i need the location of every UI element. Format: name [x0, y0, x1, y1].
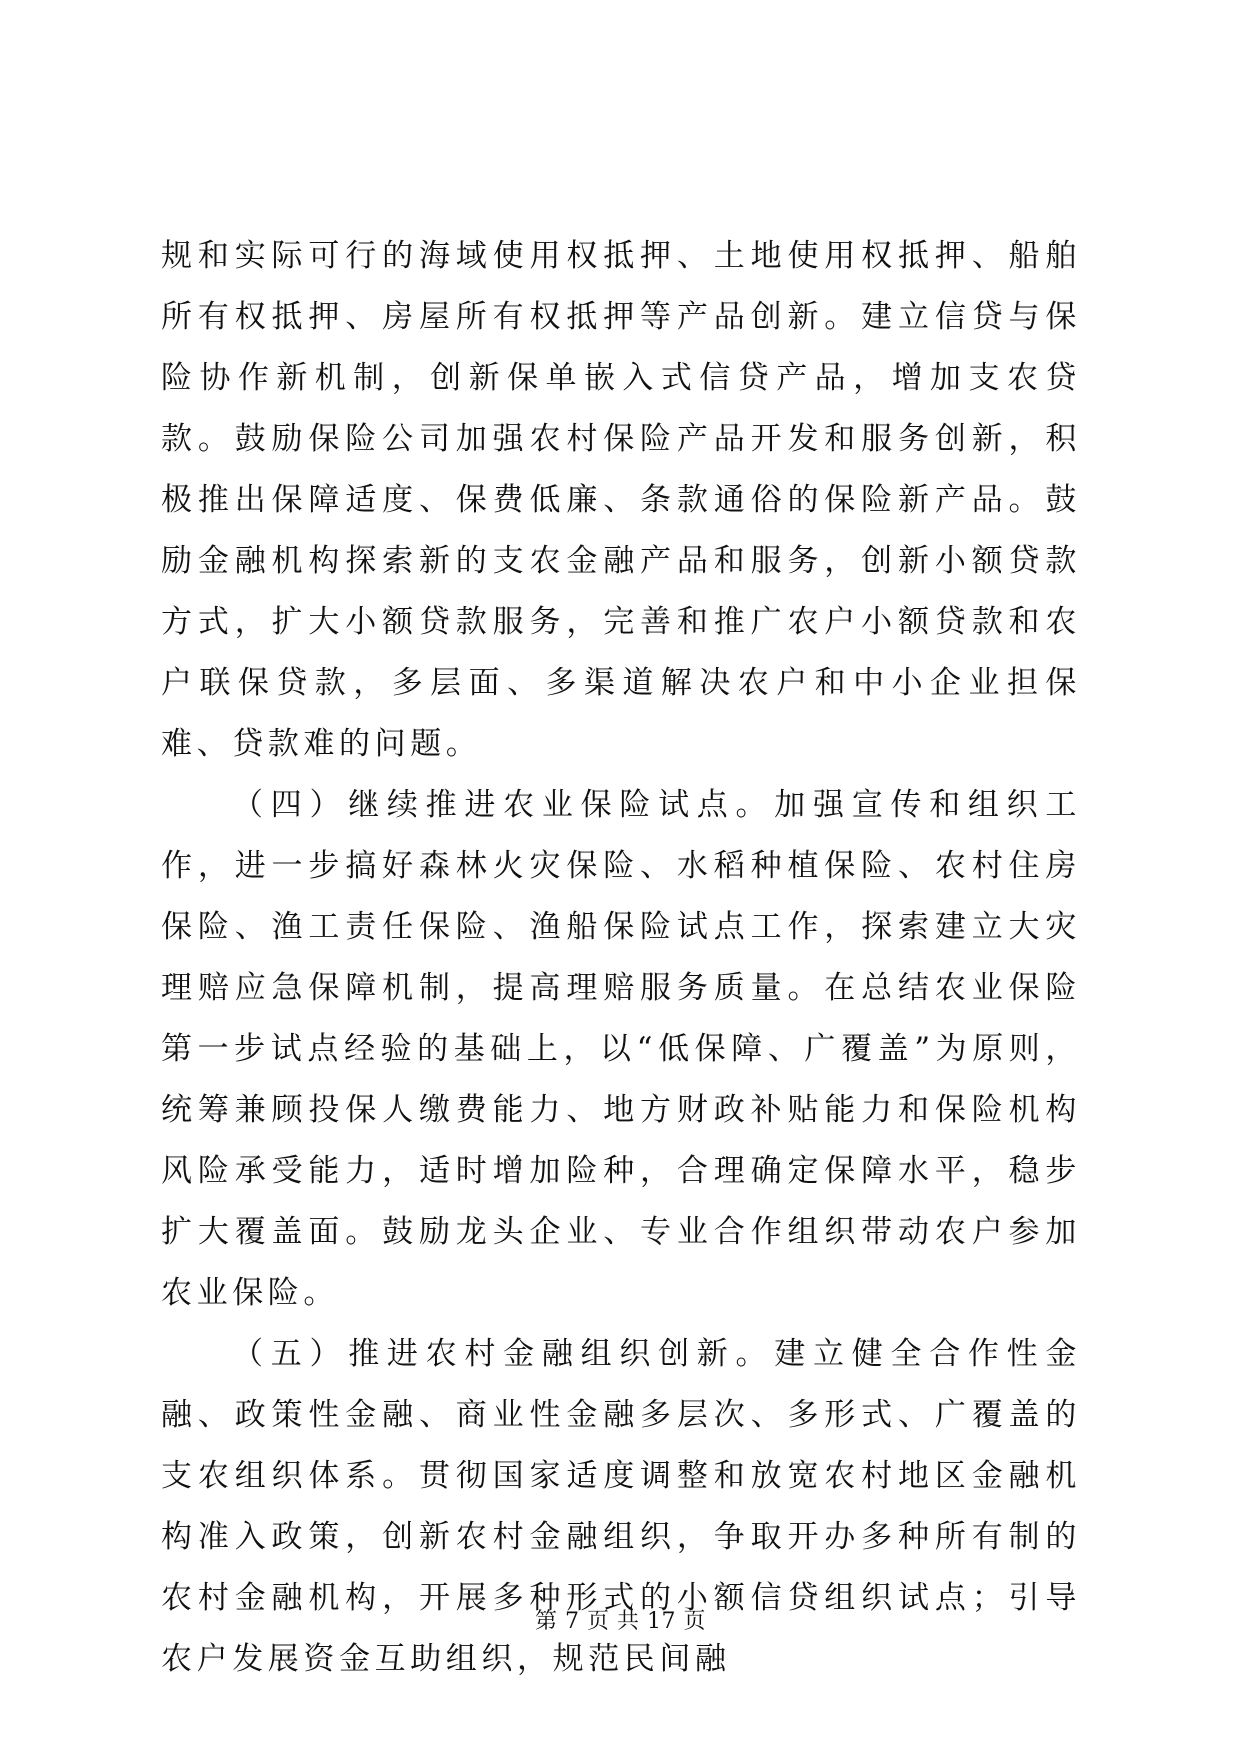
paragraph-2: （四）继续推进农业保险试点。加强宣传和组织工作，进一步搞好森林火灾保险、水稻种植保险、农村住房保险、渔工责任保险、渔船保险试点工作，探索建立大灾理赔应急保障机制，提高理赔服务质量。在总结农业保险第一步试点经验的基础上，以“低保障、广覆盖”为原则，统筹兼顾投保人缴费能力、地方财政补贴能力和保险机构风险承受能力，适时增加险种，合理确定保障水平，稳步扩大覆盖面。鼓励龙头企业、专业合作组织带动农户参加农业保险。	[161, 787, 1081, 1311]
paragraph-1: 规和实际可行的海域使用权抵押、土地使用权抵押、船舶所有权抵押、房屋所有权抵押等产品创新。建立信贷与保险协作新机制，创新保单嵌入式信贷产品，增加支农贷款。鼓励保险公司加强农村保险产品开发和服务创新，积极推出保障适度、保费低廉、条款通俗的保险新产品。鼓励金融机构探索新的支农金融产品和服务，创新小额贷款方式，扩大小额贷款服务，完善和推广农户小额贷款和农户联保贷款，多层面、多渠道解决农户和中小企业担保难、贷款难的问题。	[161, 238, 1081, 762]
body-text	[161, 226, 1081, 1690]
page-number-label: 第 7 页 共 17 页	[535, 1609, 706, 1634]
paragraph-3: （五）推进农村金融组织创新。建立健全合作性金融、政策性金融、商业性金融多层次、多形式、广覆盖的支农组织体系。贯彻国家适度调整和放宽农村地区金融机构准入政策，创新农村金融组织，争取开办多种所有制的农村金融机构，开展多种形式的小额信贷组织试点；引导农户发展资金互助组织，规范民间融	[161, 1336, 1081, 1677]
page-footer	[0, 1604, 1241, 1635]
